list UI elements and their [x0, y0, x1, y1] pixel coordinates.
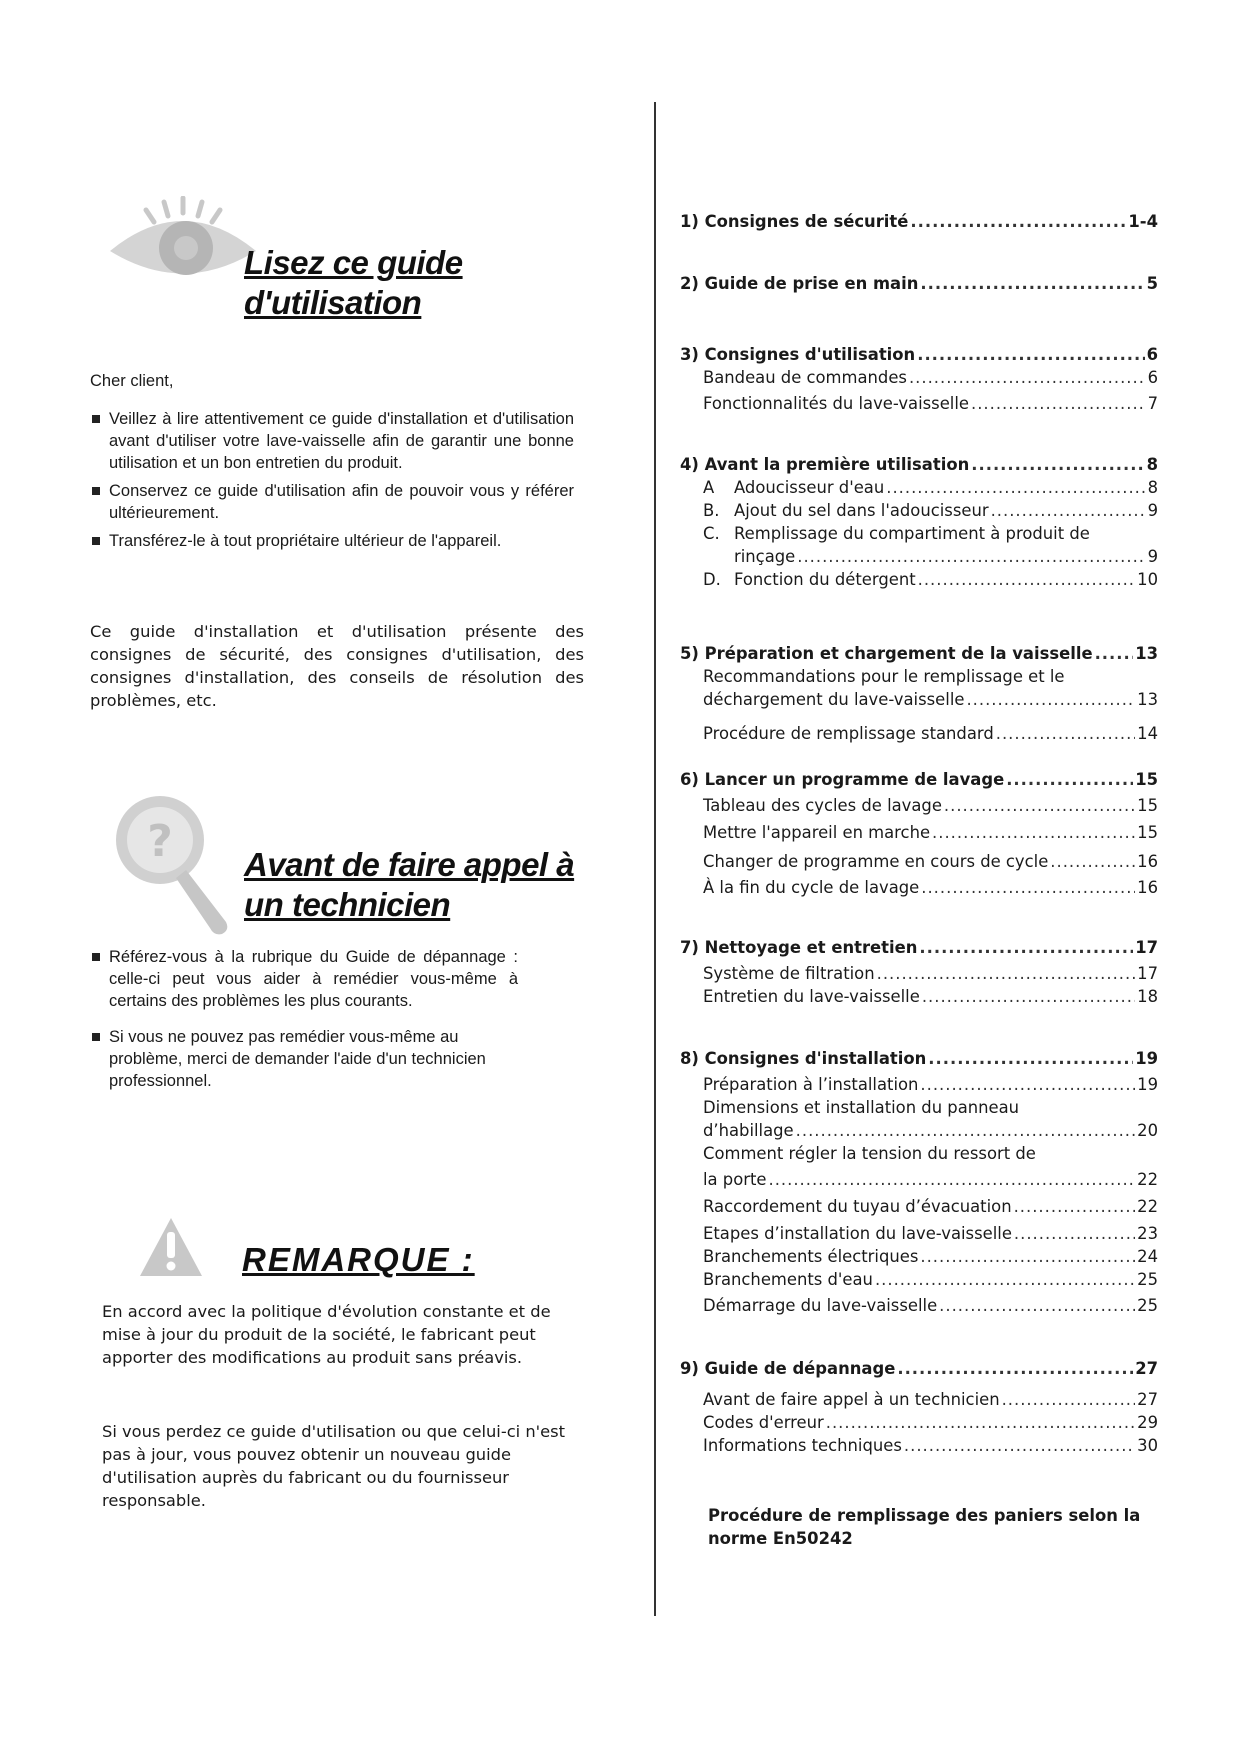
toc-item-label: Codes d'erreur: [703, 1413, 824, 1432]
toc-item-page: 8: [1147, 478, 1158, 497]
toc-footer-note: [708, 1504, 1186, 1550]
toc-label: 9) Guide de dépannage: [680, 1359, 896, 1378]
toc-item-page: 10: [1137, 570, 1158, 589]
toc-label: 5) Préparation et chargement de la vaisselle: [680, 644, 1093, 663]
toc-label: 3) Consignes d'utilisation: [680, 345, 916, 364]
toc-label: 8) Consignes d'installation: [680, 1049, 927, 1068]
toc-section-9: [680, 1357, 1158, 1457]
toc-item-page: 14: [1137, 724, 1158, 743]
eye-icon: [108, 196, 258, 286]
toc-item-label: Démarrage du lave-vaisselle: [703, 1296, 938, 1315]
column-divider: [654, 102, 656, 1616]
toc-item-label: Remplissage du compartiment à produit de: [734, 524, 1090, 543]
technician-title-line1: Avant de faire appel à: [244, 846, 575, 883]
toc-item-label-cont: d’habillage: [703, 1121, 794, 1140]
toc-section-2: [680, 272, 1158, 295]
toc-item-page: 9: [1147, 501, 1158, 520]
toc-section-1: [680, 210, 1158, 233]
toc-page: 17: [1135, 938, 1158, 957]
toc-item-label: Branchements électriques: [703, 1247, 919, 1266]
read-guide-title-line2: d'utilisation: [244, 284, 422, 321]
toc-item-label: Fonctionnalités du lave-vaisselle: [703, 394, 969, 413]
toc-item-label: Fonction du détergent: [734, 570, 916, 589]
toc-item-label: Tableau des cycles de lavage: [703, 796, 942, 815]
toc-item-label: Comment régler la tension du ressort de: [703, 1144, 1036, 1163]
toc-section-4: [680, 453, 1158, 591]
toc-item-label: Avant de faire appel à un technicien: [703, 1390, 1000, 1409]
toc-item-label: Entretien du lave-vaisselle: [703, 987, 920, 1006]
toc-item-page: 16: [1137, 878, 1158, 897]
toc-item-page: 27: [1137, 1390, 1158, 1409]
toc-item-label: Etapes d’installation du lave-vaisselle: [703, 1224, 1012, 1243]
toc-section-7: [680, 936, 1158, 1008]
toc-item-page: 15: [1137, 823, 1158, 842]
list-item: Conservez ce guide d'utilisation afin de pouvoir vous y référer ultérieurement.: [90, 480, 574, 524]
toc-page: 5: [1146, 274, 1158, 293]
toc-item-page: 17: [1137, 964, 1158, 983]
toc-page: 15: [1135, 770, 1158, 789]
toc-label: 2) Guide de prise en main: [680, 274, 919, 293]
warning-triangle-icon: [138, 1216, 204, 1278]
toc-item-label: Dimensions et installation du panneau: [703, 1098, 1020, 1117]
toc-item-page: 18: [1137, 987, 1158, 1006]
toc-label: 6) Lancer un programme de lavage: [680, 770, 1005, 789]
toc-item-page: 16: [1137, 852, 1158, 871]
toc-item-label: Changer de programme en cours de cycle: [703, 852, 1049, 871]
toc-item-label: Système de filtration: [703, 964, 875, 983]
toc-page: 1-4: [1128, 212, 1158, 231]
toc-item-page: 9: [1147, 547, 1158, 566]
remarque-paragraph-2: Si vous perdez ce guide d'utilisation ou que celui-ci n'est pas à jour, vous pouvez obtenir un nouveau guide d'utilisation auprès du fabricant ou du fournisseur responsable.: [102, 1422, 566, 1510]
toc-item-page: 30: [1137, 1436, 1158, 1455]
toc-item-page: 15: [1137, 796, 1158, 815]
toc-item-page: 25: [1137, 1296, 1158, 1315]
toc-section-3: [680, 343, 1158, 415]
read-guide-title-line1: Lisez ce guide: [244, 244, 463, 281]
toc-item-page: 13: [1137, 690, 1158, 709]
toc-item-label: Raccordement du tuyau d’évacuation: [703, 1197, 1012, 1216]
toc-item-page: 7: [1147, 394, 1158, 413]
toc-item-letter: B.: [703, 501, 720, 520]
toc-item-label: Préparation à l’installation: [703, 1075, 919, 1094]
toc-item-page: 29: [1137, 1413, 1158, 1432]
list-item: Si vous ne pouvez pas remédier vous-même au problème, merci de demander l'aide d'un technicien professionnel.: [90, 1026, 518, 1092]
toc-item-label: À la fin du cycle de lavage: [703, 878, 920, 897]
toc-item-page: 23: [1137, 1224, 1158, 1243]
technician-bullets: [90, 946, 518, 1098]
list-item: Transférez-le à tout propriétaire ultérieur de l'appareil.: [90, 530, 574, 552]
technician-title-line2: un technicien: [244, 886, 451, 923]
toc-page: 27: [1135, 1359, 1158, 1378]
toc-item-letter: D.: [703, 570, 721, 589]
toc-item-label: Informations techniques: [703, 1436, 902, 1455]
list-item: Veillez à lire attentivement ce guide d'installation et d'utilisation avant d'utiliser votre lave-vaisselle afin de garantir une bonne utilisation et un bon entretien du produit.: [90, 408, 574, 474]
read-guide-bullets: [90, 408, 574, 558]
toc-item-label-cont: rinçage: [734, 547, 796, 566]
toc-section-8: [680, 1047, 1158, 1317]
svg-text:?: ?: [147, 816, 173, 867]
toc-page: 19: [1135, 1049, 1158, 1068]
toc-section-6: [680, 768, 1158, 899]
toc-item-label-cont: déchargement du lave-vaisselle: [703, 690, 965, 709]
toc-item-label: Bandeau de commandes: [703, 368, 907, 387]
toc-footer-line2: norme En50242: [708, 1529, 853, 1548]
toc-footer-line1: Procédure de remplissage des paniers selon la: [708, 1506, 1141, 1525]
read-guide-paragraph: Ce guide d'installation et d'utilisation présente des consignes de sécurité, des consignes d'utilisation, des consignes d'installation, des conseils de résolution des problèmes, etc.: [90, 622, 584, 710]
remarque-title: REMARQUE :: [242, 1241, 475, 1278]
toc-page: 13: [1135, 644, 1158, 663]
toc-item-page: 20: [1137, 1121, 1158, 1140]
greeting: Cher client,: [90, 372, 174, 390]
toc-section-5: [680, 642, 1158, 745]
toc-item-label: Adoucisseur d'eau: [734, 478, 885, 497]
toc-item-label: Branchements d'eau: [703, 1270, 873, 1289]
toc-item-page: 24: [1137, 1247, 1158, 1266]
toc-page: 6: [1146, 345, 1158, 364]
toc-item-page: 22: [1137, 1197, 1158, 1216]
toc-item-letter: C.: [703, 524, 720, 543]
toc-label: 7) Nettoyage et entretien: [680, 938, 918, 957]
magnifier-question-icon: [108, 790, 238, 940]
toc-item-page: 25: [1137, 1270, 1158, 1289]
list-item: Référez-vous à la rubrique du Guide de dépannage : celle-ci peut vous aider à remédier vous-même à certains des problèmes les plus courants.: [90, 946, 518, 1012]
toc-item-page: 19: [1137, 1075, 1158, 1094]
toc-item-label: Ajout du sel dans l'adoucisseur: [734, 501, 989, 520]
toc-item-letter: A: [703, 478, 715, 497]
toc-page: 8: [1146, 455, 1158, 474]
toc-item-label: Mettre l'appareil en marche: [703, 823, 931, 842]
remarque-paragraph-1: En accord avec la politique d'évolution constante et de mise à jour du produit de la société, le fabricant peut apporter des modifications au produit sans préavis.: [102, 1302, 551, 1367]
toc-item-label: Procédure de remplissage standard: [703, 724, 994, 743]
toc-item-label-cont: la porte: [703, 1170, 767, 1189]
toc-label: 1) Consignes de sécurité: [680, 212, 909, 231]
toc-item-page: 22: [1137, 1170, 1158, 1189]
toc-item-page: 6: [1147, 368, 1158, 387]
toc-label: 4) Avant la première utilisation: [680, 455, 970, 474]
toc-item-label: Recommandations pour le remplissage et le: [703, 667, 1065, 686]
